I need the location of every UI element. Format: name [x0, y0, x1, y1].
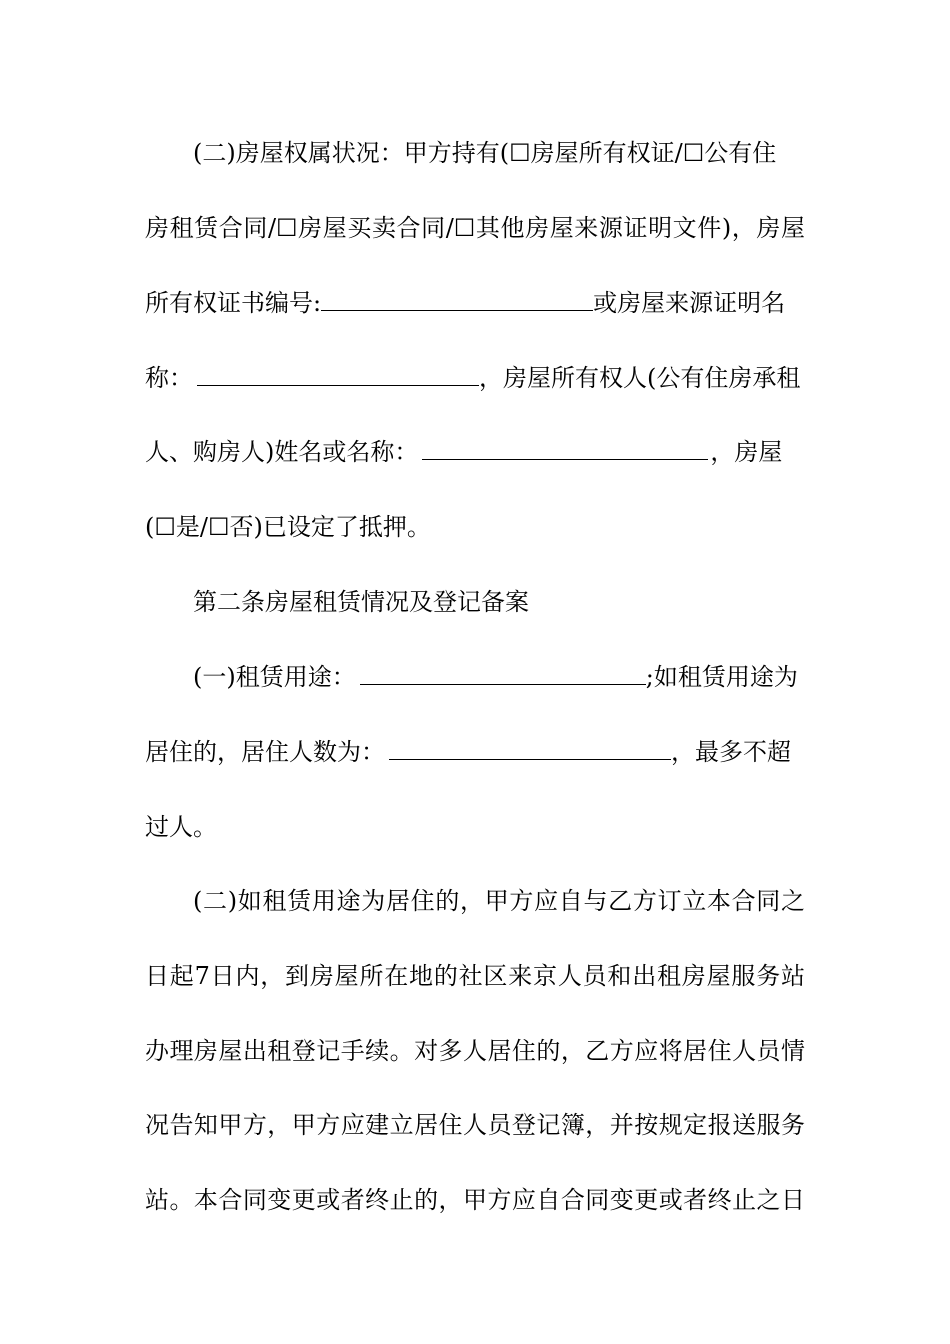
- owner-name-blank[interactable]: [422, 437, 708, 460]
- paragraph-purpose-line-1: [193, 662, 805, 692]
- text-run: ;如租赁用途为: [645, 663, 798, 691]
- text-run: 办理房屋出租登记手续。对多人居住的，乙方应将居住人员情: [145, 1037, 805, 1065]
- text-run: 站。本合同变更或者终止的，甲方应自合同变更或者终止之日: [145, 1186, 805, 1214]
- text-run: ，最多不超: [671, 738, 791, 766]
- text-run: 况告知甲方，甲方应建立居住人员登记簿，并按规定报送服务: [145, 1111, 805, 1139]
- text-run: 所有权证书编号:: [145, 289, 322, 317]
- paragraph-ownership-line-1: [193, 138, 805, 168]
- paragraph-registration-line-5: [145, 1185, 805, 1215]
- text-run: 第二条房屋租赁情况及登记备案: [193, 588, 529, 616]
- text-run: 或房屋来源证明名: [593, 289, 786, 317]
- text-run: (二)房屋权属状况：甲方持有(☐房屋所有权证/☐公有住: [193, 139, 777, 167]
- paragraph-purpose-line-2: [145, 737, 805, 767]
- text-run: 日起7日内，到房屋所在地的社区来京人员和出租房屋服务站: [145, 962, 805, 990]
- paragraph-ownership-line-6: [145, 512, 805, 542]
- text-run: (一)租赁用途：: [193, 663, 356, 691]
- paragraph-ownership-line-5: [145, 437, 805, 467]
- paragraph-registration-line-2: [145, 961, 805, 991]
- paragraph-ownership-line-4: [145, 363, 805, 393]
- text-run: 人、购房人)姓名或名称：: [145, 438, 419, 466]
- paragraph-ownership-line-2: [145, 213, 805, 243]
- source-document-name-blank[interactable]: [197, 363, 479, 386]
- resident-count-blank[interactable]: [389, 737, 671, 760]
- lease-purpose-blank[interactable]: [360, 662, 646, 685]
- text-run: (☐是/☐否)已设定了抵押。: [145, 513, 431, 541]
- text-run: 居住的，居住人数为：: [145, 738, 385, 766]
- text-run: ，房屋所有权人(公有住房承租: [479, 364, 801, 392]
- paragraph-purpose-line-3: [145, 812, 805, 842]
- certificate-number-blank[interactable]: [321, 288, 593, 311]
- paragraph-registration-line-4: [145, 1110, 805, 1140]
- article-two-heading: [193, 587, 805, 617]
- text-run: 过人。: [145, 813, 217, 841]
- text-run: 房租赁合同/☐房屋买卖合同/☐其他房屋来源证明文件)，房屋: [145, 214, 805, 242]
- paragraph-registration-line-1: [193, 886, 805, 916]
- text-run: ，房屋: [710, 438, 783, 466]
- text-run: (二)如租赁用途为居住的，甲方应自与乙方订立本合同之: [193, 887, 805, 915]
- text-run: 称：: [145, 364, 193, 392]
- paragraph-registration-line-3: [145, 1036, 805, 1066]
- paragraph-ownership-line-3: [145, 288, 805, 318]
